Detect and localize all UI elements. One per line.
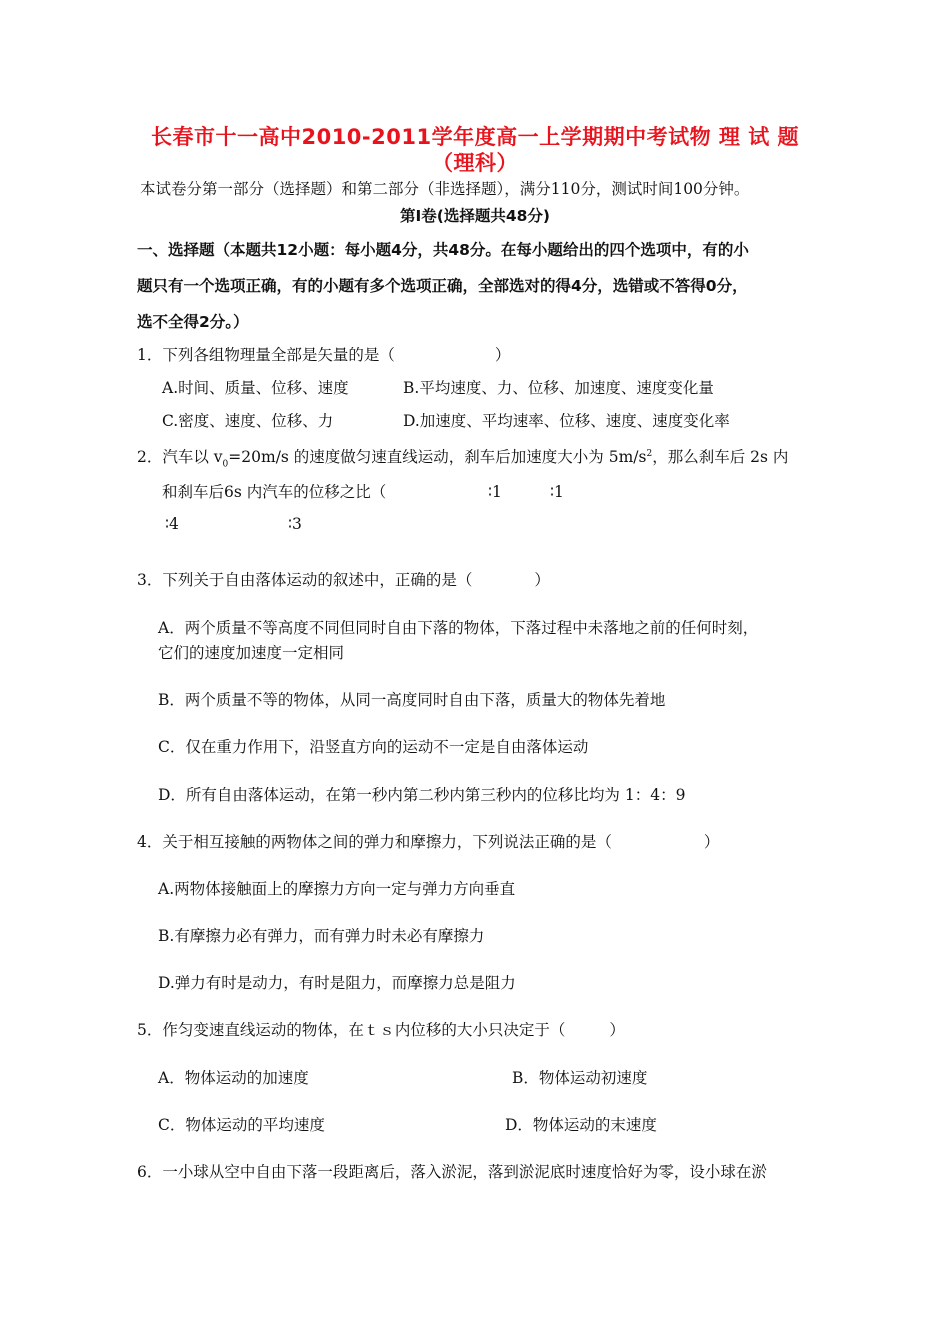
exam-title: 长春市十一高中2010-2011学年度高一上学期期中考试物 理 试 题 bbox=[150, 125, 800, 149]
question-5-text: 5．作匀变速直线运动的物体，在ｔｓ内位移的大小只决定于（ bbox=[137, 1021, 566, 1039]
superscript: 2 bbox=[646, 449, 653, 459]
question-3-option-b: B．两个质量不等的物体，从同一高度同时自由下落，质量大的物体先着地 bbox=[158, 691, 666, 709]
question-4-option-b: B.有摩擦力必有弹力，而有弹力时未必有摩擦力 bbox=[158, 927, 485, 945]
answer-paren-close: ） bbox=[494, 346, 511, 364]
question-5-stem bbox=[137, 1020, 625, 1040]
question-5-option-c: C．物体运动的平均速度 bbox=[158, 1116, 325, 1134]
question-2-ratio-2: ∶1 bbox=[550, 483, 564, 501]
exam-subtitle: （理科） bbox=[432, 151, 518, 175]
question-2-stem bbox=[137, 444, 788, 474]
instructions-line-2: 题只有一个选项正确，有的小题有多个选项正确，全部选对的得4分，选错或不答得0分， bbox=[137, 277, 748, 295]
question-5-option-a: A．物体运动的加速度 bbox=[158, 1069, 309, 1087]
subscript: 0 bbox=[222, 459, 229, 470]
question-1-option-a: A.时间、质量、位移、速度 bbox=[162, 379, 349, 397]
question-2-text-c: ，那么刹车后 2s 内 bbox=[652, 448, 789, 467]
question-1-text: 1．下列各组物理量全部是矢量的是（ bbox=[137, 346, 395, 364]
question-6-stem: 6．一小球从空中自由下落一段距离后，落入淤泥，落到淤泥底时速度恰好为零，设小球在淤 bbox=[137, 1163, 767, 1181]
section-heading: 第Ⅰ卷(选择题共48分) bbox=[399, 207, 550, 225]
question-4-stem bbox=[137, 832, 719, 852]
question-4-text: 4．关于相互接触的两物体之间的弹力和摩擦力，下列说法正确的是（ bbox=[137, 833, 612, 851]
question-2-line-2: 和刹车后6s 内汽车的位移之比（ bbox=[162, 483, 387, 501]
instructions-line-3: 选不全得2分。） bbox=[137, 313, 249, 331]
instructions-line-1: 一、选择题（本题共12小题：每小题4分，共48分。在每小题给出的四个选项中，有的小 bbox=[137, 241, 749, 259]
question-2-text-b: =20m/s 的速度做匀速直线运动，刹车后加速度大小为 5m/s bbox=[228, 448, 647, 467]
question-5-option-b: B．物体运动初速度 bbox=[512, 1069, 648, 1087]
question-3-text: 3．下列关于自由落体运动的叙述中，正确的是（ bbox=[137, 571, 473, 589]
question-5-option-d: D．物体运动的末速度 bbox=[505, 1116, 657, 1134]
question-4-option-d: D.弹力有时是动力，有时是阻力，而摩擦力总是阻力 bbox=[158, 974, 516, 992]
question-2-ratio-1: ∶1 bbox=[488, 483, 502, 501]
question-4-option-a: A.两物体接触面上的摩擦力方向一定与弹力方向垂直 bbox=[158, 880, 516, 898]
question-2-text-a: 2．汽车以 v bbox=[137, 448, 223, 467]
question-3-option-c: C．仅在重力作用下，沿竖直方向的运动不一定是自由落体运动 bbox=[158, 738, 589, 756]
exam-intro: 本试卷分第一部分（选择题）和第二部分（非选择题），满分110分，测试时间100分钟。 bbox=[140, 180, 750, 198]
answer-paren-close: ） bbox=[609, 1021, 625, 1039]
question-1-option-b: B.平均速度、力、位移、加速度、速度变化量 bbox=[403, 379, 714, 397]
question-1-stem bbox=[137, 345, 510, 365]
question-1-option-c: C.密度、速度、位移、力 bbox=[162, 412, 334, 430]
question-3-stem bbox=[137, 570, 550, 590]
question-3-option-a-line-2: 它们的速度加速度一定相同 bbox=[158, 644, 345, 662]
answer-paren-close: ） bbox=[703, 833, 720, 851]
question-3-option-d: D．所有自由落体运动，在第一秒内第二秒内第三秒内的位移比均为 1：4：9 bbox=[158, 786, 686, 804]
question-1-option-d: D.加速度、平均速率、位移、速度、速度变化率 bbox=[403, 412, 730, 430]
question-2-ratio-4: ∶3 bbox=[288, 515, 302, 533]
question-3-option-a-line-1: A．两个质量不等高度不同但同时自由下落的物体，下落过程中未落地之前的任何时刻， bbox=[158, 619, 759, 637]
answer-paren-close: ） bbox=[534, 571, 550, 589]
question-2-ratio-3: ∶4 bbox=[165, 515, 179, 533]
